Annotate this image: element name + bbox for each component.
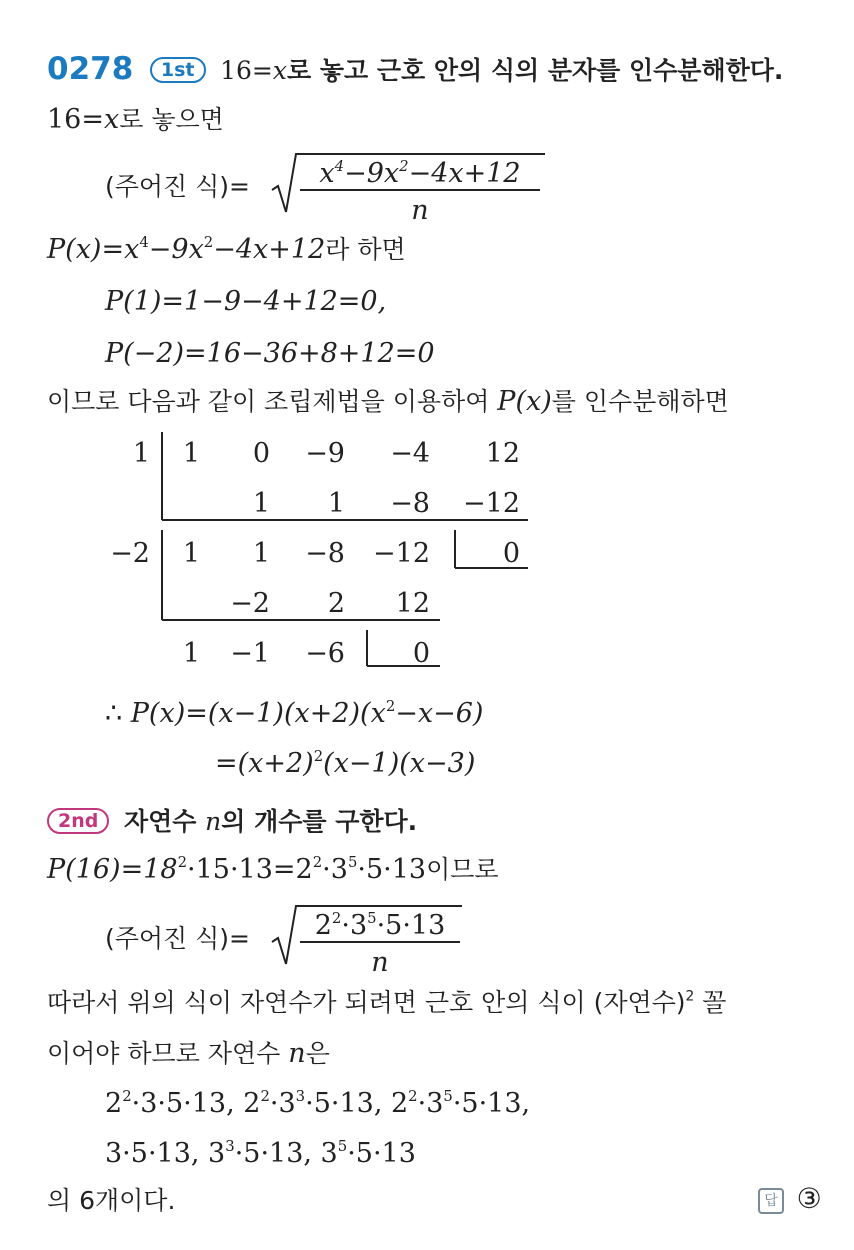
cell: 1 xyxy=(182,438,200,469)
denominator: n xyxy=(411,195,429,226)
p16-eval: $P(16)=18^2\cdot 15\cdot 13=2^2\cdot 3^5\cdot 5\cdot 13$이므로 xyxy=(47,852,499,885)
cell: −2 xyxy=(230,588,270,619)
cell: 1 xyxy=(327,488,345,519)
heading-text-rest: 로 놓고 근호 안의 식의 분자를 인수분해한다. xyxy=(286,56,784,85)
cell: 1 xyxy=(252,488,270,519)
divisor-2: −2 xyxy=(110,538,150,569)
answer-value: ③ xyxy=(796,1182,822,1215)
fraction-2 xyxy=(300,910,460,978)
problem-number: 0278 xyxy=(47,51,134,87)
text: 16= xyxy=(47,104,104,135)
cell: 0 xyxy=(502,538,520,569)
cell: 1 xyxy=(182,538,200,569)
cell: 0 xyxy=(412,638,430,669)
conclusion-line-1: 따라서 위의 식이 자연수가 되려면 근호 안의 식이 (자연수)$^2$ 꼴 xyxy=(47,988,727,1017)
cell: 12 xyxy=(395,588,430,619)
synthetic-intro: 이므로 다음과 같이 조립제법을 이용하여 P(x)를 인수분해하면 xyxy=(47,386,729,417)
answer-icon: 답 xyxy=(758,1188,784,1214)
cell: −9 xyxy=(305,438,345,469)
cell: 0 xyxy=(252,438,270,469)
numerator: $2^2\cdot 3^5\cdot 5\cdot 13$ xyxy=(300,910,460,943)
pm2-eval: P(−2)=16−36+8+12=0 xyxy=(105,338,435,369)
cell: −8 xyxy=(305,538,345,569)
cell: 12 xyxy=(485,438,520,469)
cell: 1 xyxy=(182,638,200,669)
cell: −12 xyxy=(463,488,520,519)
cell: −4 xyxy=(390,438,430,469)
text: 로 놓으면 xyxy=(119,105,224,134)
divisor-list-2: 3·5·13, $3^3\cdot 5\cdot 13$, $3^5\cdot 5\cdot 13$ xyxy=(105,1136,416,1169)
cell: 2 xyxy=(327,588,345,619)
divisor-list-1: $2^2\cdot 3\cdot 5\cdot 13$, $2^2\cdot 3^3\cdot 5\cdot 13$, $2^2\cdot 3^5\cdot 5\cdot 13$, xyxy=(105,1086,531,1119)
given-expression-label-2: (주어진 식)= xyxy=(105,924,251,953)
factorization-line-2: $=(x+2)^2(x-1)(x-3)$ xyxy=(215,746,476,779)
numerator: $x^4-9x^2-4x+12$ xyxy=(300,158,540,191)
conclusion-line-2: 이어야 하므로 자연수 n은 xyxy=(47,1038,330,1069)
step2-heading: 2nd 자연수 n의 개수를 구한다. xyxy=(47,808,417,835)
cell: −12 xyxy=(373,538,430,569)
denominator: n xyxy=(371,947,389,978)
divisor-1: 1 xyxy=(132,438,150,469)
var: x xyxy=(103,104,120,135)
cell: −1 xyxy=(230,638,270,669)
step1-badge: 1st xyxy=(150,57,206,83)
p1-eval: P(1)=1−9−4+12=0, xyxy=(105,286,387,317)
answer xyxy=(758,1182,822,1215)
cell: −8 xyxy=(390,488,430,519)
heading-text: 16= xyxy=(220,56,273,85)
heading-var: x xyxy=(272,56,287,85)
final-statement: 의 6개이다. xyxy=(47,1186,176,1215)
px-definition: $P(x)=x^4-9x^2-4x+12$라 하면 xyxy=(47,232,406,265)
cell: 1 xyxy=(252,538,270,569)
given-expression-label: (주어진 식)= xyxy=(105,172,251,201)
cell: −6 xyxy=(305,638,345,669)
factorization-line-1: ∴ $P(x)=(x-1)(x+2)(x^2-x-6)$ xyxy=(105,696,484,729)
step2-badge: 2nd xyxy=(47,808,109,834)
